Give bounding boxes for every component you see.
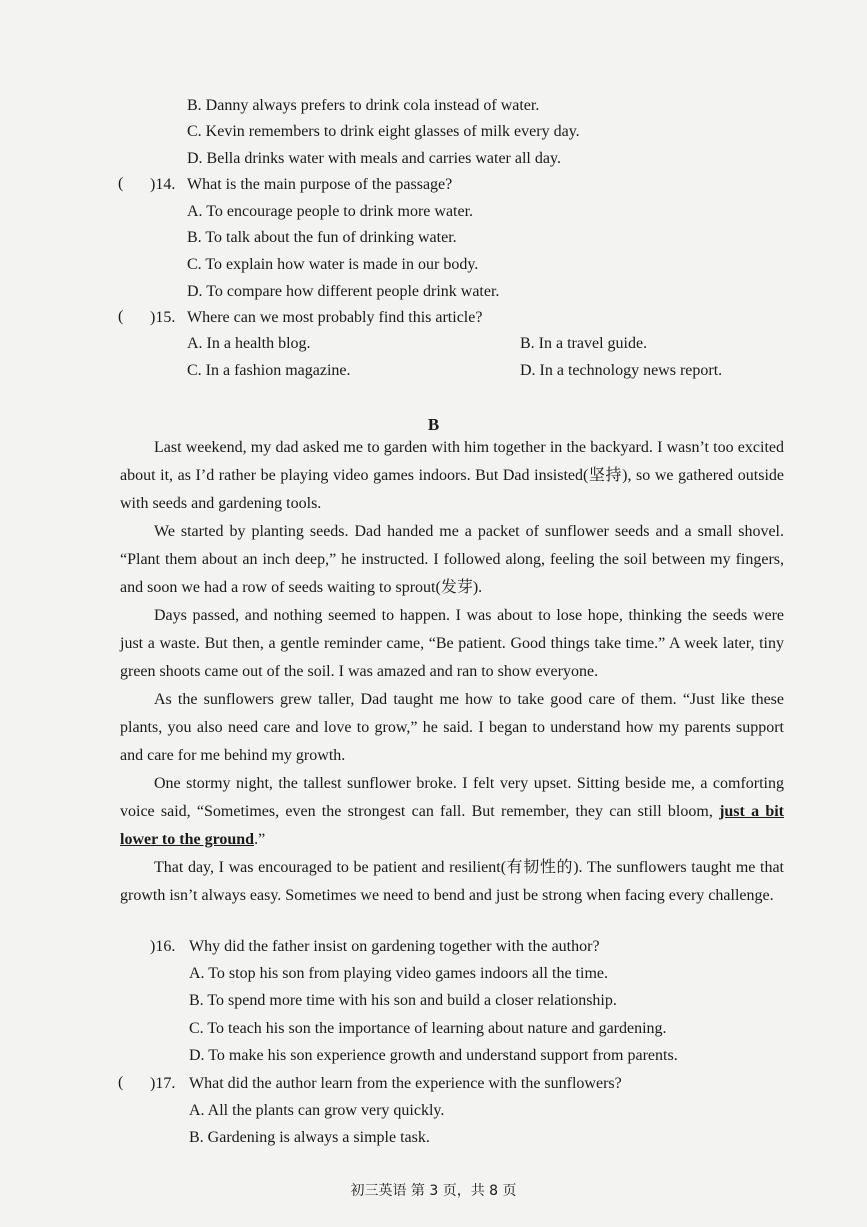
q14-question: What is the main purpose of the passage?	[187, 176, 453, 193]
paragraph-5-text: One stormy night, the tallest sunflower broke. I felt very upset. Sitting beside me, a comforting voice said, “Sometimes, even the strongest can fall. But remember, they can still bloom,	[120, 775, 784, 820]
q14-number: 14.	[155, 176, 176, 193]
q15-option-a: A. In a health blog.	[187, 335, 311, 352]
q16-option-d: D. To make his son experience growth and understand support from parents.	[189, 1047, 678, 1064]
q16-option-a: A. To stop his son from playing video games indoors all the time.	[189, 965, 608, 982]
q17-answer-bracket-open: (	[118, 1074, 124, 1091]
q15-option-d: D. In a technology news report.	[520, 362, 723, 379]
q17-question: What did the author learn from the experience with the sunflowers?	[189, 1075, 622, 1092]
q14-number-line	[150, 175, 175, 195]
q15-number-line	[150, 308, 175, 328]
passage-paragraph-6: That day, I was encouraged to be patient and resilient(有韧性的). The sunflowers taught me that growth isn’t always easy. Sometimes we need to bend and just be strong when facing every challenge.	[120, 859, 784, 904]
q15-option-c: C. In a fashion magazine.	[187, 362, 351, 379]
q14-option-b: B. To talk about the fun of drinking water.	[187, 229, 457, 246]
q16-question: Why did the father insist on gardening together with the author?	[189, 938, 600, 955]
passage-b	[120, 434, 784, 910]
q16-option-b: B. To spend more time with his son and build a closer relationship.	[189, 992, 617, 1009]
section-b-heading: B	[427, 415, 440, 434]
passage-paragraph-4: As the sunflowers grew taller, Dad taught me how to take good care of them. “Just like these plants, you also need care and love to grow,” he said. I began to understand how my parents support and care for me behind my growth.	[120, 691, 784, 764]
q13-option-c: C. Kevin remembers to drink eight glasses of milk every day.	[187, 123, 580, 140]
passage-paragraph-3: Days passed, and nothing seemed to happen. I was about to lose hope, thinking the seeds were just a waste. But then, a gentle reminder came, “Be patient. Good things take time.” A week later, tiny green shoots came out of the soil. I was amazed and ran to show everyone.	[120, 607, 784, 680]
q14-option-d: D. To compare how different people drink water.	[187, 283, 500, 300]
q17-option-b: B. Gardening is always a simple task.	[189, 1129, 430, 1146]
q14-option-a: A. To encourage people to drink more water.	[187, 203, 474, 220]
q15-question: Where can we most probably find this article?	[187, 309, 483, 326]
q15-answer-bracket-open: (	[118, 308, 124, 325]
passage-paragraph-1: Last weekend, my dad asked me to garden with him together in the backyard. I wasn’t too excited about it, as I’d rather be playing video games indoors. But Dad insisted(坚持), so we gathered outside with seeds and gardening tools.	[120, 439, 784, 512]
q15-number: 15.	[155, 309, 176, 326]
passage-paragraph-5	[120, 770, 784, 854]
q17-option-a: A. All the plants can grow very quickly.	[189, 1102, 445, 1119]
q14-answer-bracket-close: )	[150, 176, 156, 193]
q13-option-b: B. Danny always prefers to drink cola instead of water.	[187, 97, 540, 114]
underlined-phrase: just a bit lower to the ground	[120, 803, 785, 848]
q15-answer-bracket-close: )	[150, 309, 156, 326]
q13-option-d: D. Bella drinks water with meals and carries water all day.	[187, 150, 561, 167]
paragraph-5-end: .”	[254, 831, 266, 848]
page-footer: 初三英语 第 3 页，共 8 页	[350, 1183, 517, 1199]
q15-option-b: B. In a travel guide.	[520, 335, 648, 352]
q14-answer-bracket-open: (	[118, 175, 124, 192]
passage-paragraph-2: We started by planting seeds. Dad handed me a packet of sunflower seeds and a small shovel. “Plant them about an inch deep,” he instructed. I followed along, feeling the soil between my fingers, and soon we had a row of seeds waiting to sprout(发芽).	[120, 523, 784, 596]
q16-option-c: C. To teach his son the importance of learning about nature and gardening.	[189, 1020, 667, 1037]
q14-option-c: C. To explain how water is made in our body.	[187, 256, 479, 273]
q16-number: )16.	[150, 938, 176, 955]
q17-number: )17.	[150, 1075, 176, 1092]
